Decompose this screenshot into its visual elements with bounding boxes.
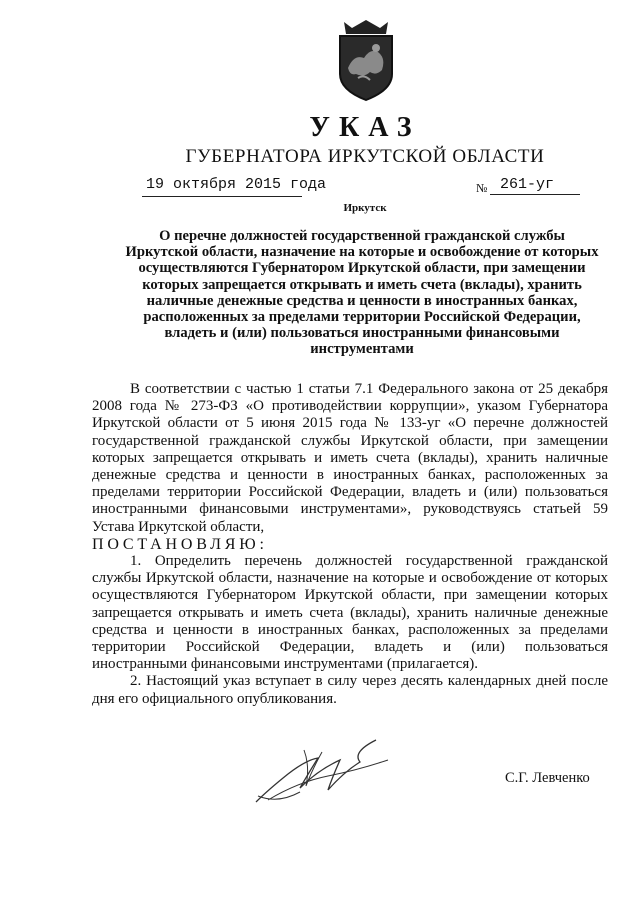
date-underline xyxy=(142,196,302,197)
item-1-paragraph: 1. Определить перечень должностей государственной гражданской службы Иркутской области, назначение на которые и освобождение от которых осуществляются Губернатором Иркутской области, при замещении которых запрещается открывать и иметь счета (вклады), хранить наличные денежные средства и ценности в иностранных банках, расположенных за пределами территории Российской Федерации, владеть и (или) пользоваться иностранными финансовыми инструментами (прилагается). xyxy=(92,553,608,673)
document-title: УКАЗ xyxy=(309,112,421,143)
preamble-paragraph: В соответствии с частью 1 статьи 7.1 Федерального закона от 25 декабря 2008 года № 273-ФЗ «О противодействии коррупции», указом Губернатора Иркутской области от 5 июня 2015 года № 133-уг «О перечне должностей государственной гражданской службы Иркутской области, при замещении которых запрещается открывать и иметь счета (вклады), хранить наличные денежные средства и ценности в иностранных банках, расположенных за пределами территории Российской Федерации, владеть и (или) пользоваться иностранными финансовыми инструментами», руководствуясь статьей 59 Устава Иркутской области, xyxy=(92,381,608,535)
number-sign: № xyxy=(476,181,488,195)
decree-heading: О перечне должностей государственной гражданской службы Иркутской области, назначение на которые и освобождение от которых осуществляются Губернатором Иркутской области, при замещении которых запрещается открывать и иметь счета (вклады), хранить наличные денежные средства и ценности в иностранных банках, расположенных за пределами территории Российской Федерации, владеть и (или) пользоваться иностранными финансовыми инструментами xyxy=(125,228,599,358)
decree-keyword: ПОСТАНОВЛЯЮ: xyxy=(92,535,268,553)
city-name: Иркутск xyxy=(343,202,387,214)
signer-name: С.Г. Левченко xyxy=(505,770,590,786)
number-underline xyxy=(490,194,580,195)
irkutsk-coat-of-arms-icon xyxy=(330,18,402,102)
item-2-paragraph: 2. Настоящий указ вступает в силу через десять календарных дней после дня его официального опубликования. xyxy=(92,673,608,707)
decree-date: 19 октября 2015 года xyxy=(146,176,327,193)
decree-number: 261-уг xyxy=(500,176,555,193)
decree-body xyxy=(92,381,608,708)
issuer-title: ГУБЕРНАТОРА ИРКУТСКОЙ ОБЛАСТИ xyxy=(185,146,545,167)
handwritten-signature-icon xyxy=(248,730,398,810)
